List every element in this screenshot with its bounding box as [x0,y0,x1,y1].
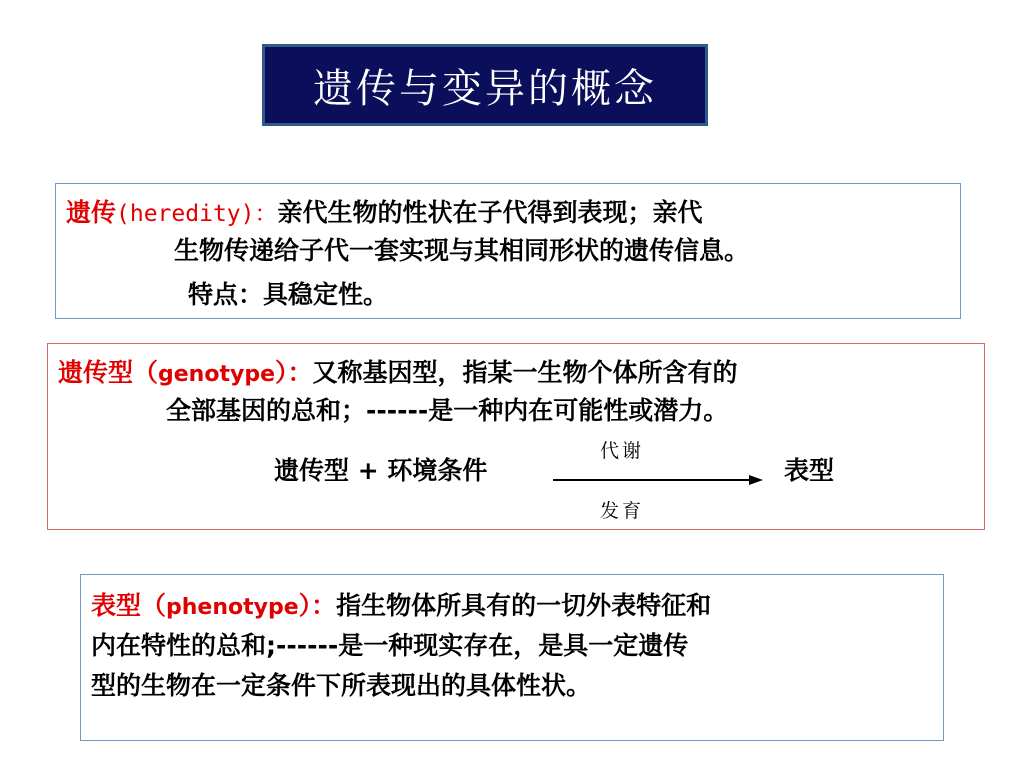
phenotype-term-en: phenotype [166,595,299,620]
genotype-term-end: ）： [275,358,313,387]
phenotype-text-3: 型的生物在一定条件下所表现出的具体性状。 [91,671,592,700]
slide-title: 遗传与变异的概念 [262,44,708,126]
heredity-line-1 [66,194,703,233]
heredity-definition-box [55,183,961,319]
equation-right: 表型 [784,456,835,485]
phenotype-line-1 [91,587,711,627]
genotype-text-2: 全部基因的总和；------是一种内在可能性或潜力。 [166,396,729,425]
genotype-text-1: 又称基因型，指某一生物个体所含有的 [312,358,738,387]
heredity-text-2: 生物传递给子代一套实现与其相同形状的遗传信息。 [174,236,750,265]
heredity-feature: 特点：具稳定性。 [188,280,389,309]
genotype-term-en: genotype [158,362,275,387]
arrow-icon [553,474,763,486]
genotype-term: 遗传型（ [58,358,159,387]
phenotype-text-1: 指生物体所具有的一切外表特征和 [336,591,712,620]
phenotype-definition-box [80,574,944,741]
equation-left: 遗传型 + 环境条件 [274,456,488,485]
heredity-term: 遗传 [66,198,117,227]
arrow-label-development: 发育 [600,500,645,522]
phenotype-term-end: ）： [298,591,337,620]
phenotype-text-2: 内在特性的总和;------是一种现实存在，是具一定遗传 [91,631,689,660]
heredity-term-en: (heredity)： [116,201,278,227]
phenotype-term: 表型（ [91,591,167,620]
genotype-definition-box [47,343,985,530]
genotype-line-1 [58,354,738,394]
arrow-label-metabolism: 代谢 [600,440,645,462]
heredity-text-1: 亲代生物的性状在子代得到表现；亲代 [277,198,703,227]
